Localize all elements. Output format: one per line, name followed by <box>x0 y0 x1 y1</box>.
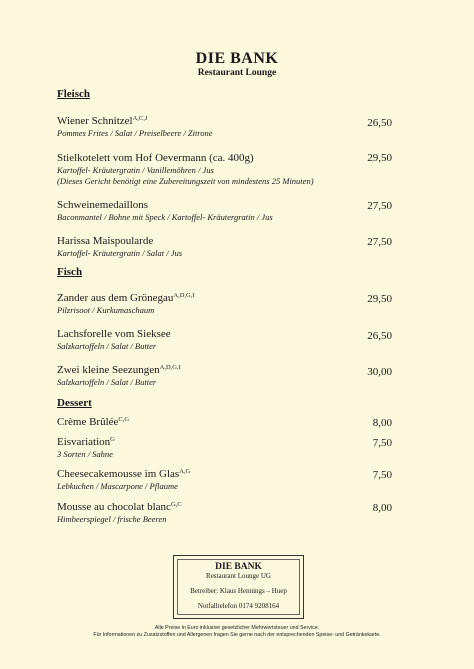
item-description: Pommes Frites / Salat / Preiselbeere / Zitrone <box>57 128 213 138</box>
section-heading-fisch: Fisch <box>57 266 83 278</box>
item-price: 27,50 <box>367 200 392 212</box>
item-price: 26,50 <box>367 117 392 129</box>
item-name: Lachsforelle vom Sieksee <box>57 328 171 340</box>
item-name: Cheesecakemousse im Glas <box>57 468 180 480</box>
item-price: 29,50 <box>367 152 392 164</box>
item-price: 7,50 <box>372 469 392 481</box>
item-name: Eisvariation <box>57 436 111 448</box>
item-price: 8,00 <box>372 417 392 429</box>
contact-operator: Betreiber: Klaus Hennings – Huep <box>190 587 287 595</box>
item-description: Pilzrisoot / Kurkumaschaum <box>57 305 155 315</box>
item-description: Salzkartoffeln / Salat / Butter <box>57 341 157 351</box>
item-description: Salzkartoffeln / Salat / Butter <box>57 377 157 387</box>
contact-phone: Notfalltelefon 0174 9208164 <box>197 602 280 610</box>
item-name: Zander aus dem Grönegau <box>57 292 174 304</box>
section-heading-dessert: Dessert <box>57 397 92 409</box>
item-name: Stielkotelett vom Hof Oevermann (ca. 400g) <box>57 152 254 164</box>
allergen-codes: C,G <box>118 416 130 423</box>
allergen-note: Für Informationen zu Zusatzstoffen und Allergenen fragen Sie gerne nach der entsprechenden Speise- und Getränkekarte. <box>93 632 381 638</box>
item-note: (Dieses Gericht benötigt eine Zubereitungszeit von mindestens 25 Minuten) <box>57 176 314 186</box>
contact-title: DIE BANK <box>215 562 262 572</box>
contact-subtitle: Restaurant Lounge UG <box>206 572 271 580</box>
allergen-codes: G,C <box>170 501 182 508</box>
item-price: 7,50 <box>372 437 392 449</box>
item-description: Kartoffel- Kräutergratin / Vanillemöhren / Jus <box>57 165 214 175</box>
item-price: 30,00 <box>367 366 392 378</box>
item-name: Mousse au chocolat blanc <box>57 501 171 513</box>
allergen-codes: A,D,G,I <box>173 292 195 299</box>
item-name: Schweinemedaillons <box>57 199 149 211</box>
allergen-codes: A,D,G,I <box>159 364 181 371</box>
allergen-codes: G <box>110 436 115 443</box>
item-name: Wiener Schnitzel <box>57 115 133 127</box>
item-description: Kartoffel- Kräutergratin / Salat / Jus <box>57 248 183 258</box>
price-note: Alle Preise in Euro inklusive gesetzlicher Mehrwertsteuer und Service. <box>154 625 320 631</box>
allergen-codes: A,G <box>179 468 191 475</box>
contact-box-inner <box>177 559 300 615</box>
item-price: 26,50 <box>367 330 392 342</box>
item-price: 8,00 <box>372 502 392 514</box>
item-name: Harissa Maispoularde <box>57 235 154 247</box>
item-description: Lebkuchen / Mascarpone / Pflaume <box>57 481 178 491</box>
item-price: 29,50 <box>367 293 392 305</box>
item-description: Baconmantel / Bohne mit Speck / Kartoffel- Kräutergratin / Jus <box>57 212 273 222</box>
restaurant-subtitle: Restaurant Lounge <box>197 68 277 78</box>
contact-box <box>173 555 304 619</box>
allergen-codes: A,C,J <box>132 115 148 122</box>
section-heading-fleisch: Fleisch <box>57 88 90 100</box>
item-name: Zwei kleine Seezungen <box>57 364 160 376</box>
restaurant-title: DIE BANK <box>195 50 279 67</box>
item-price: 27,50 <box>367 236 392 248</box>
item-name: Crème Brûlée <box>57 416 119 428</box>
item-description: Himbeerspiegel / frische Beeren <box>57 514 167 524</box>
item-description: 3 Sorten / Sahne <box>57 449 113 459</box>
